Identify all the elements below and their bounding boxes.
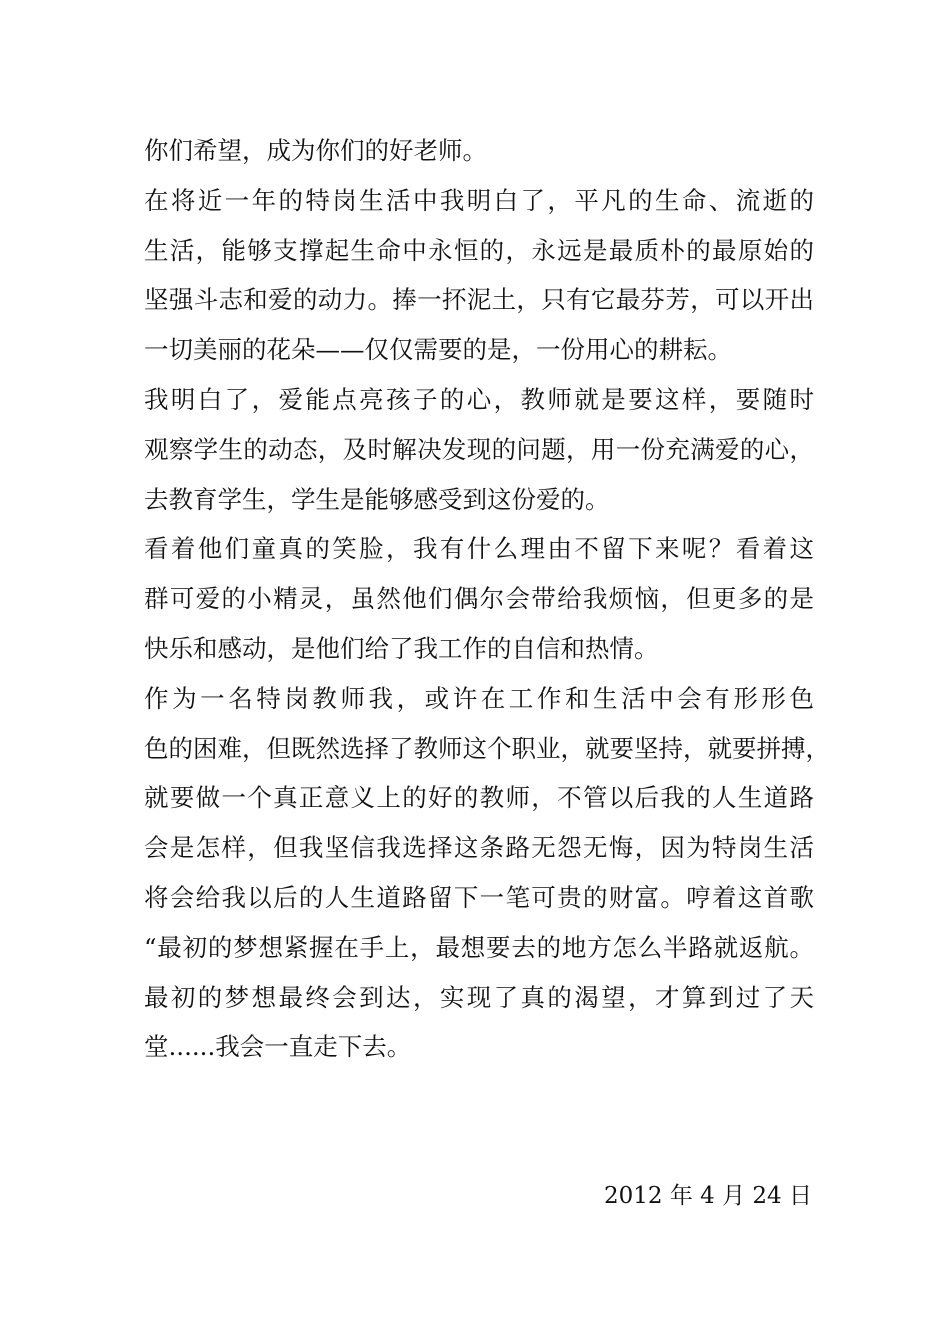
text-line: 色的困难，但既然选择了教师这个职业，就要坚持，就要拼搏， bbox=[144, 733, 830, 763]
text-line: 堂......我会一直走下去。 bbox=[144, 1032, 412, 1062]
text-line: 会是怎样，但我坚信我选择这条路无怨无悔，因为特岗生活 bbox=[144, 833, 814, 863]
text-line: 观察学生的动态，及时解决发现的问题，用一份充满爱的心， bbox=[144, 434, 814, 464]
text-line: 坚强斗志和爱的动力。捧一抔泥土，只有它最芬芳，可以开出 bbox=[144, 285, 814, 315]
text-line: “最初的梦想紧握在手上，最想要去的地方怎么半路就返航。 bbox=[144, 932, 814, 962]
text-line: 我明白了，爱能点亮孩子的心，教师就是要这样，要随时 bbox=[144, 384, 814, 414]
text-line: 生活，能够支撑起生命中永恒的，永远是最质朴的最原始的 bbox=[144, 235, 814, 265]
text-line: 群可爱的小精灵，虽然他们偶尔会带给我烦恼，但更多的是 bbox=[144, 584, 814, 614]
body-text bbox=[144, 126, 830, 1072]
text-line: 就要做一个真正意义上的好的教师，不管以后我的人生道路 bbox=[144, 783, 814, 813]
text-line: 看着他们童真的笑脸，我有什么理由不留下来呢？看着这 bbox=[144, 534, 814, 564]
text-line: 将会给我以后的人生道路留下一笔可贵的财富。哼着这首歌 bbox=[144, 882, 814, 912]
text-line: 快乐和感动，是他们给了我工作的自信和热情。 bbox=[144, 633, 659, 663]
text-line: 作为一名特岗教师我，或许在工作和生活中会有形形色 bbox=[144, 683, 814, 713]
text-line: 去教育学生，学生是能够感受到这份爱的。 bbox=[144, 484, 610, 514]
text-line: 一切美丽的花朵——仅仅需要的是，一份用心的耕耘。 bbox=[144, 335, 732, 365]
text-line: 最初的梦想最终会到达，实现了真的渴望，才算到过了天 bbox=[144, 982, 814, 1012]
text-line: 你们希望，成为你们的好老师。 bbox=[144, 136, 487, 165]
text-line: 在将近一年的特岗生活中我明白了，平凡的生命、流逝的 bbox=[144, 185, 814, 215]
document-date: 2012 年 4 月 24 日 bbox=[604, 1183, 812, 1209]
